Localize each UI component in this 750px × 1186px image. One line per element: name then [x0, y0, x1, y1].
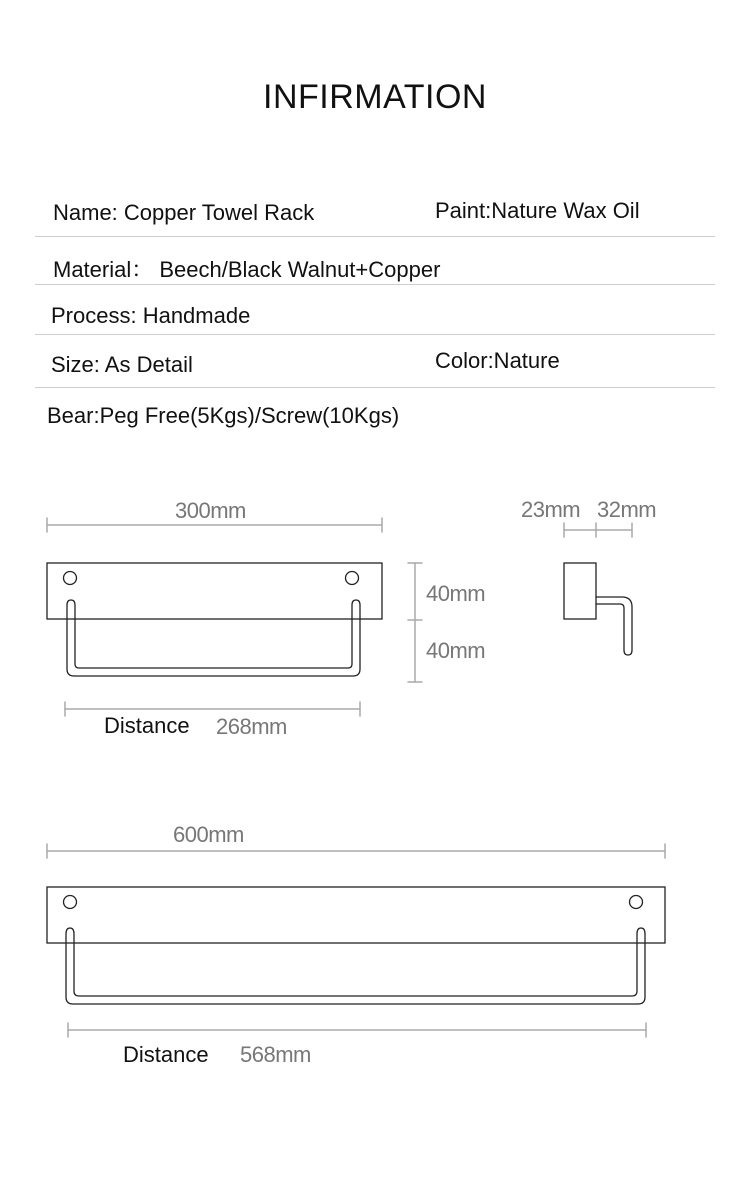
- screw-hole-icon: [64, 896, 77, 909]
- info-name: Name: Copper Towel Rack: [53, 200, 315, 225]
- dimension-line-height: [408, 563, 422, 682]
- screw-hole-icon: [346, 572, 359, 585]
- small-rack-board: [47, 563, 382, 619]
- dimension-label-side-a: 23mm: [521, 497, 581, 522]
- page-title: INFIRMATION: [263, 78, 487, 116]
- info-bear: Bear:Peg Free(5Kgs)/Screw(10Kgs): [47, 403, 400, 428]
- screw-hole-icon: [630, 896, 643, 909]
- large-rack-board: [47, 887, 665, 943]
- side-view-board: [564, 563, 596, 619]
- side-view-hook: [596, 597, 632, 655]
- large-rack-bar: [66, 928, 645, 1004]
- info-size: Size: As Detail: [51, 352, 193, 377]
- distance-value: 268mm: [216, 714, 287, 739]
- dimension-label-side-b: 32mm: [597, 497, 657, 522]
- dimension-label-height-bottom: 40mm: [426, 638, 486, 663]
- info-material: Material： Beech/Black Walnut+Copper: [53, 257, 441, 282]
- dimension-label-height-top: 40mm: [426, 581, 486, 606]
- dimension-label-width: 300mm: [175, 498, 246, 523]
- info-paint: Paint:Nature Wax Oil: [435, 198, 640, 223]
- distance-label: Distance: [104, 713, 190, 738]
- distance-label-large: Distance: [123, 1042, 209, 1067]
- small-rack-bar: [67, 600, 360, 676]
- dimension-line-600: [47, 844, 665, 858]
- dimension-label-width-large: 600mm: [173, 822, 244, 847]
- dimension-line-568: [68, 1023, 646, 1037]
- info-color: Color:Nature: [435, 348, 560, 373]
- info-process: Process: Handmade: [51, 303, 251, 328]
- distance-value-large: 568mm: [240, 1042, 311, 1067]
- screw-hole-icon: [64, 572, 77, 585]
- dimension-line-side: [564, 523, 632, 537]
